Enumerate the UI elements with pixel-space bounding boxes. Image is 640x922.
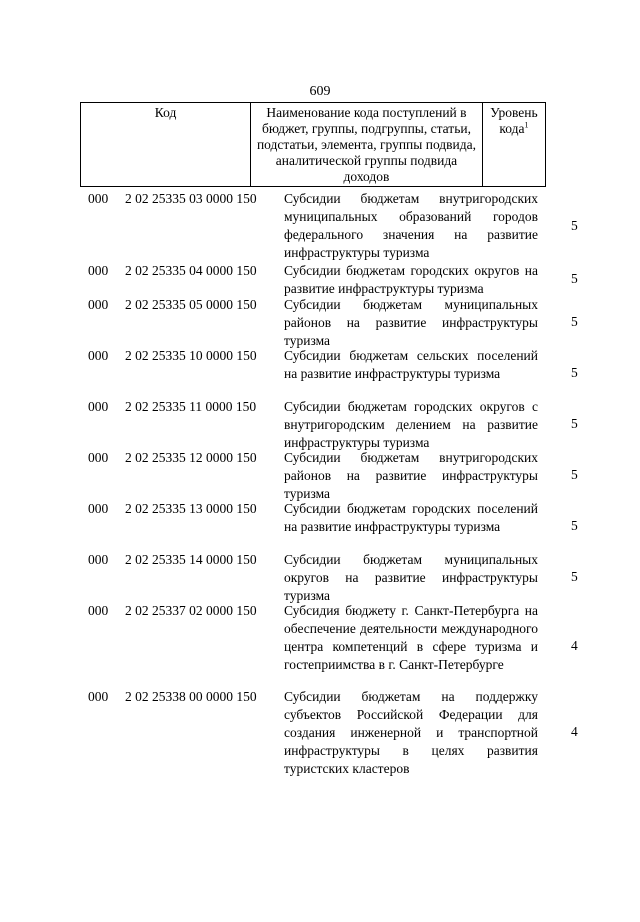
row-level: 4 (571, 724, 578, 739)
row-category: 000 (88, 263, 109, 278)
row-name: Субсидии бюджетам городских округов с внутригородским делением на развитие инфраструктуры туризма (284, 399, 538, 450)
header-name: Наименование кода поступлений в бюджет, группы, подгруппы, статьи, подстатьи, элемента, группы подвида, аналитической группы подвида доходов (251, 103, 483, 187)
row-category: 000 (88, 450, 109, 465)
row-code: 2 02 25337 02 0000 150 (125, 603, 257, 618)
row-name: Субсидии бюджетам муниципальных округов на развитие инфраструктуры туризма (284, 552, 538, 603)
header-level-label: Уровень кода (490, 105, 538, 136)
row-name: Субсидии бюджетам внутригородских муниципальных образований городов федерального значения на развитие инфраструктуры туризма (284, 191, 538, 260)
row-category: 000 (88, 603, 109, 618)
row-category: 000 (88, 297, 109, 312)
row-name: Субсидия бюджету г. Санкт-Петербурга на обеспечение деятельности международного центра компетенций в сфере туризма и гостеприимства в г. Санкт-Петербурге (284, 603, 538, 672)
row-code: 2 02 25335 05 0000 150 (125, 297, 257, 312)
row-code: 2 02 25335 13 0000 150 (125, 501, 257, 516)
row-level: 5 (571, 218, 578, 233)
row-code: 2 02 25335 14 0000 150 (125, 552, 257, 567)
row-level: 5 (571, 518, 578, 533)
row-code: 2 02 25338 00 0000 150 (125, 689, 257, 704)
page-number: 609 (309, 84, 331, 99)
row-level: 5 (571, 271, 578, 286)
header-code: Код (81, 103, 251, 187)
row-category: 000 (88, 552, 109, 567)
header-level (482, 103, 545, 187)
header-level-footnote: 1 (524, 120, 529, 130)
row-code: 2 02 25335 04 0000 150 (125, 263, 257, 278)
row-code: 2 02 25335 03 0000 150 (125, 191, 257, 206)
row-code: 2 02 25335 10 0000 150 (125, 348, 257, 363)
row-name: Субсидии бюджетам на поддержку субъектов Российской Федерации для создания инженерной и транспортной инфраструктуры в целях развития туристских кластеров (284, 689, 538, 776)
row-level: 5 (571, 365, 578, 380)
table-header (80, 102, 546, 187)
row-level: 4 (571, 638, 578, 653)
row-category: 000 (88, 689, 109, 704)
row-category: 000 (88, 348, 109, 363)
row-category: 000 (88, 191, 109, 206)
row-code: 2 02 25335 12 0000 150 (125, 450, 257, 465)
row-level: 5 (571, 569, 578, 584)
row-name: Субсидии бюджетам городских округов на развитие инфраструктуры туризма (284, 263, 538, 296)
row-level: 5 (571, 467, 578, 482)
row-category: 000 (88, 501, 109, 516)
row-code: 2 02 25335 11 0000 150 (125, 399, 257, 414)
row-name: Субсидии бюджетам сельских поселений на развитие инфраструктуры туризма (284, 348, 538, 381)
row-name: Субсидии бюджетам муниципальных районов на развитие инфраструктуры туризма (284, 297, 538, 348)
row-name: Субсидии бюджетам внутригородских районов на развитие инфраструктуры туризма (284, 450, 538, 501)
row-level: 5 (571, 416, 578, 431)
row-name: Субсидии бюджетам городских поселений на развитие инфраструктуры туризма (284, 501, 538, 534)
row-level: 5 (571, 314, 578, 329)
row-category: 000 (88, 399, 109, 414)
